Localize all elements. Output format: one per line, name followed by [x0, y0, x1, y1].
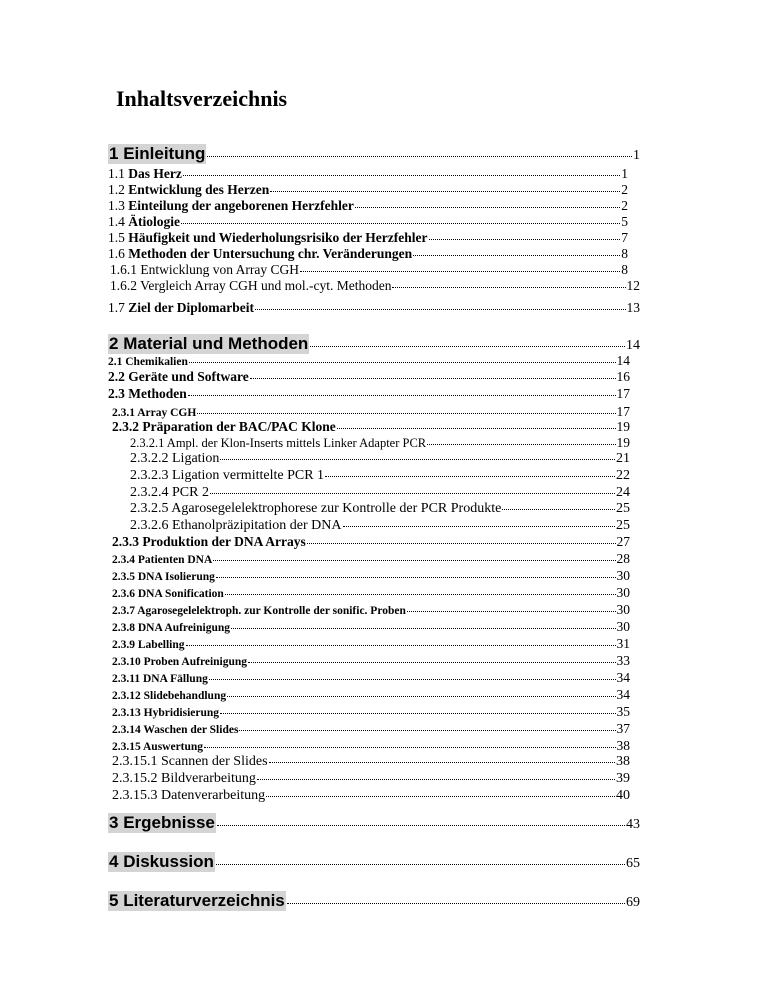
entry-title: 2.3.5 DNA Isolierung [112, 571, 215, 583]
entry-title: 2.3.15.3 Datenverarbeitung [112, 788, 266, 803]
page-number: 16 [616, 369, 630, 384]
toc-entry-2-3-12[interactable] [112, 687, 630, 703]
entry-title: 1.2 Entwicklung des Herzen [108, 182, 270, 197]
toc-chapter-5[interactable] [108, 891, 640, 911]
entry-title: 2.3.15.1 Scannen der Slides [112, 754, 268, 769]
page-number: 13 [626, 300, 640, 315]
toc-entry-2-3-1[interactable] [112, 404, 630, 420]
leader-dots [502, 509, 615, 510]
page-number: 8 [621, 262, 628, 277]
entry-title: 2.3.2.5 Agarosegelelektrophorese zur Kontrolle der PCR Produkte [130, 501, 502, 516]
entry-title: 2.3.12 Slidebehandlung [112, 690, 227, 702]
entry-title: 2.3 Methoden [108, 386, 187, 401]
leader-dots [407, 611, 616, 612]
page-number: 14 [626, 338, 640, 353]
leader-dots [207, 156, 632, 157]
leader-dots [343, 526, 615, 527]
leader-dots [310, 346, 625, 347]
page-number: 38 [616, 754, 630, 769]
page-number: 31 [616, 636, 630, 651]
page-number: 30 [616, 568, 630, 583]
entry-title: 2.3.14 Waschen der Slides [112, 724, 239, 736]
leader-dots [189, 362, 616, 363]
page-number: 25 [616, 501, 630, 516]
toc-entry-2-3-15-3[interactable] [112, 788, 630, 804]
page-title: Inhaltsverzeichnis [116, 86, 288, 111]
page-number: 40 [616, 788, 630, 803]
toc-entry-2-3[interactable] [108, 386, 630, 402]
leader-dots [287, 903, 625, 904]
leader-dots [355, 207, 620, 208]
entry-title: 2.3.7 Agarosegelelektroph. zur Kontrolle der sonific. Proben [112, 605, 406, 617]
entry-title: 2.3.2 Präparation der BAC/PAC Klone [112, 419, 336, 434]
leader-dots [300, 271, 620, 272]
entry-title: 2.3.11 DNA Fällung [112, 673, 208, 685]
toc-chapter-4[interactable] [108, 852, 640, 872]
page-number: 7 [621, 230, 628, 245]
toc-chapter-2[interactable] [108, 334, 640, 354]
entry-title: 2.3.3 Produktion der DNA Arrays [112, 534, 306, 549]
page-number: 30 [616, 602, 630, 617]
leader-dots [325, 476, 615, 477]
page-number: 43 [626, 817, 640, 832]
entry-title: 1.1 Das Herz [108, 166, 182, 181]
chapter-title: 5 Literaturverzeichnis [109, 891, 285, 910]
entry-title: 2.3.2.3 Ligation vermittelte PCR 1 [130, 468, 325, 483]
toc-entry-2-3-15-1[interactable] [112, 754, 630, 770]
page-number: 34 [616, 670, 630, 685]
leader-dots [217, 825, 625, 826]
page-number: 2 [621, 198, 628, 213]
page-number: 14 [616, 353, 630, 368]
toc-entry-2-3-8[interactable] [112, 619, 630, 635]
entry-title: 2.3.9 Labelling [112, 639, 185, 651]
entry-title: 1.6 Methoden der Untersuchung chr. Veränderungen [108, 246, 413, 261]
page-number: 25 [616, 518, 630, 533]
page-number: 69 [626, 895, 640, 910]
entry-title: 1.6.1 Entwicklung von Array CGH [110, 262, 299, 277]
chapter-title: 2 Material und Methoden [109, 334, 309, 353]
toc-entry-2-3-2-3[interactable] [130, 468, 630, 484]
page-number: 28 [616, 551, 630, 566]
entry-title: 2.1 Chemikalien [108, 356, 188, 368]
leader-dots [307, 543, 616, 544]
entry-title: 2.3.8 DNA Aufreinigung [112, 622, 231, 634]
leader-dots [269, 762, 615, 763]
page-number: 19 [616, 435, 630, 450]
toc-entry-2-3-10[interactable] [112, 653, 630, 669]
page-number: 38 [616, 738, 630, 753]
entry-title: 1.3 Einteilung der angeborenen Herzfehler [108, 198, 354, 213]
toc-entry-2-3-2-4[interactable] [130, 485, 630, 501]
toc-entry-1-5[interactable] [108, 230, 628, 246]
entry-title: 2.3.2.4 PCR 2 [130, 485, 209, 500]
toc-entry-2-3-2-6[interactable] [130, 518, 630, 534]
leader-dots [270, 191, 620, 192]
leader-dots [210, 493, 615, 494]
toc-entry-2-3-15[interactable] [112, 738, 630, 754]
leader-dots [248, 662, 615, 663]
toc-chapter-1[interactable] [108, 144, 640, 164]
page-number: 37 [616, 721, 630, 736]
leader-dots [429, 239, 621, 240]
leader-dots [220, 459, 615, 460]
chapter-title: 3 Ergebnisse [109, 813, 215, 832]
toc-entry-2-3-9[interactable] [112, 636, 630, 652]
toc-entry-2-3-6[interactable] [112, 585, 630, 601]
toc-entry-2-3-13[interactable] [112, 704, 630, 720]
page-number: 35 [616, 704, 630, 719]
toc-entry-2-3-14[interactable] [112, 721, 630, 737]
page-number: 22 [616, 468, 630, 483]
leader-dots [220, 713, 615, 714]
entry-title: 2.3.2.1 Ampl. der Klon-Inserts mittels Linker Adapter PCR [130, 436, 427, 450]
entry-title: 2.3.13 Hybridisierung [112, 707, 220, 719]
toc-chapter-3[interactable] [108, 813, 640, 833]
leader-dots [225, 594, 616, 595]
leader-dots [239, 730, 615, 731]
entry-title: 1.7 Ziel der Diplomarbeit [108, 300, 254, 315]
toc-entry-2-3-15-2[interactable] [112, 771, 630, 787]
page-number: 1 [633, 148, 640, 163]
toc-entry-2-3-2-2[interactable] [130, 451, 630, 467]
leader-dots [337, 428, 616, 429]
entry-title: 1.4 Ätiologie [108, 214, 180, 229]
leader-dots [255, 309, 626, 310]
page-number: 27 [616, 534, 630, 549]
toc-entry-1-4[interactable] [108, 214, 628, 230]
entry-title: 1.5 Häufigkeit und Wiederholungsrisiko der Herzfehler [108, 230, 428, 245]
leader-dots [227, 696, 615, 697]
page-number: 65 [626, 856, 640, 871]
page-number: 34 [616, 687, 630, 702]
toc-entry-1-6-2[interactable] [110, 278, 640, 294]
toc-entry-2-3-7[interactable] [112, 602, 630, 618]
toc-entry-2-3-5[interactable] [112, 568, 630, 584]
entry-title: 2.3.6 DNA Sonification [112, 588, 224, 600]
entry-title: 2.3.1 Array CGH [112, 407, 197, 419]
toc-entry-1-2[interactable] [108, 182, 628, 198]
leader-dots [186, 645, 616, 646]
toc-entry-1-1[interactable] [108, 166, 628, 182]
page-number: 8 [621, 246, 628, 261]
leader-dots [183, 175, 620, 176]
page-number: 21 [616, 451, 630, 466]
entry-title: 2.3.2.6 Ethanolpräzipitation der DNA [130, 518, 342, 533]
toc-entry-2-3-2[interactable] [112, 419, 630, 435]
page-number: 30 [616, 585, 630, 600]
page-number: 1 [621, 166, 628, 181]
leader-dots [392, 287, 625, 288]
page-number: 5 [621, 214, 628, 229]
page-number: 12 [626, 278, 640, 293]
chapter-title: 4 Diskussion [109, 852, 214, 871]
leader-dots [197, 413, 615, 414]
toc-entry-2-3-4[interactable] [112, 551, 630, 567]
leader-dots [413, 255, 620, 256]
toc-entry-2-3-2-5[interactable] [130, 501, 630, 517]
leader-dots [216, 864, 625, 865]
toc-entry-1-6[interactable] [108, 246, 628, 262]
leader-dots [204, 747, 615, 748]
toc-entry-2-3-11[interactable] [112, 670, 630, 686]
leader-dots [181, 223, 620, 224]
leader-dots [231, 628, 615, 629]
leader-dots [427, 444, 615, 445]
toc-entry-2-3-3[interactable] [112, 534, 630, 550]
toc-entry-2-1[interactable] [108, 353, 630, 369]
leader-dots [216, 577, 616, 578]
toc-entry-2-3-2-1[interactable] [130, 435, 630, 451]
page-number: 39 [616, 771, 630, 786]
page-number: 33 [616, 653, 630, 668]
entry-title: 2.3.15.2 Bildverarbeitung [112, 771, 256, 786]
toc-entry-1-3[interactable] [108, 198, 628, 214]
toc-entry-2-2[interactable] [108, 369, 630, 385]
leader-dots [213, 560, 615, 561]
page-number: 17 [616, 404, 630, 419]
entry-title: 2.2 Geräte und Software [108, 369, 249, 384]
entry-title: 2.3.15 Auswertung [112, 741, 204, 753]
entry-title: 1.6.2 Vergleich Array CGH und mol.-cyt. Methoden [110, 278, 392, 293]
leader-dots [257, 779, 615, 780]
leader-dots [209, 679, 616, 680]
leader-dots [250, 378, 616, 379]
chapter-title: 1 Einleitung [109, 144, 206, 163]
page-number: 24 [616, 485, 630, 500]
page-number: 2 [621, 182, 628, 197]
entry-title: 2.3.10 Proben Aufreinigung [112, 656, 248, 668]
page-number: 30 [616, 619, 630, 634]
page-number: 19 [616, 419, 630, 434]
entry-title: 2.3.4 Patienten DNA [112, 554, 213, 566]
entry-title: 2.3.2.2 Ligation [130, 451, 220, 466]
page-number: 17 [616, 386, 630, 401]
leader-dots [266, 796, 615, 797]
leader-dots [188, 395, 616, 396]
toc-entry-1-7[interactable] [108, 300, 640, 316]
toc-entry-1-6-1[interactable] [110, 262, 628, 278]
